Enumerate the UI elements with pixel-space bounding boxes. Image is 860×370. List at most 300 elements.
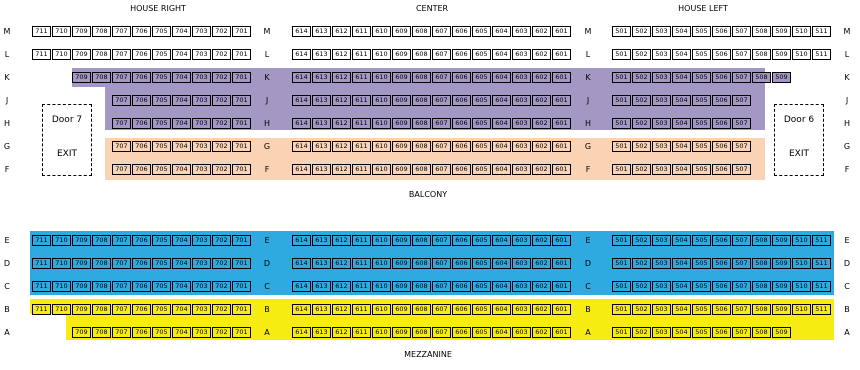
- seat-B-504[interactable]: 504: [672, 304, 691, 315]
- seat-H-610[interactable]: 610: [372, 118, 391, 129]
- seat-D-710[interactable]: 710: [52, 258, 71, 269]
- seat-M-612[interactable]: 612: [332, 26, 351, 37]
- seat-B-601[interactable]: 601: [552, 304, 571, 315]
- seat-E-701[interactable]: 701: [232, 235, 251, 246]
- seat-H-605[interactable]: 605: [472, 118, 491, 129]
- seat-M-501[interactable]: 501: [612, 26, 631, 37]
- seat-E-506[interactable]: 506: [712, 235, 731, 246]
- seat-K-501[interactable]: 501: [612, 72, 631, 83]
- seat-L-503[interactable]: 503: [652, 49, 671, 60]
- seat-L-505[interactable]: 505: [692, 49, 711, 60]
- seat-E-602[interactable]: 602: [532, 235, 551, 246]
- seat-A-705[interactable]: 705: [152, 327, 171, 338]
- seat-B-503[interactable]: 503: [652, 304, 671, 315]
- seat-G-605[interactable]: 605: [472, 141, 491, 152]
- seat-J-701[interactable]: 701: [232, 95, 251, 106]
- seat-F-607[interactable]: 607: [432, 164, 451, 175]
- seat-M-601[interactable]: 601: [552, 26, 571, 37]
- seat-C-703[interactable]: 703: [192, 281, 211, 292]
- seat-B-702[interactable]: 702: [212, 304, 231, 315]
- seat-J-505[interactable]: 505: [692, 95, 711, 106]
- seat-G-505[interactable]: 505: [692, 141, 711, 152]
- seat-G-613[interactable]: 613: [312, 141, 331, 152]
- seat-G-707[interactable]: 707: [112, 141, 131, 152]
- seat-E-504[interactable]: 504: [672, 235, 691, 246]
- seat-K-702[interactable]: 702: [212, 72, 231, 83]
- seat-K-504[interactable]: 504: [672, 72, 691, 83]
- seat-G-611[interactable]: 611: [352, 141, 371, 152]
- seat-L-606[interactable]: 606: [452, 49, 471, 60]
- seat-J-606[interactable]: 606: [452, 95, 471, 106]
- seat-B-710[interactable]: 710: [52, 304, 71, 315]
- seat-E-505[interactable]: 505: [692, 235, 711, 246]
- seat-J-504[interactable]: 504: [672, 95, 691, 106]
- seat-H-506[interactable]: 506: [712, 118, 731, 129]
- seat-L-508[interactable]: 508: [752, 49, 771, 60]
- seat-G-702[interactable]: 702: [212, 141, 231, 152]
- seat-F-501[interactable]: 501: [612, 164, 631, 175]
- seat-J-507[interactable]: 507: [732, 95, 751, 106]
- seat-M-613[interactable]: 613: [312, 26, 331, 37]
- seat-M-602[interactable]: 602: [532, 26, 551, 37]
- seat-M-607[interactable]: 607: [432, 26, 451, 37]
- seat-C-704[interactable]: 704: [172, 281, 191, 292]
- seat-H-507[interactable]: 507: [732, 118, 751, 129]
- seat-E-614[interactable]: 614: [292, 235, 311, 246]
- seat-D-707[interactable]: 707: [112, 258, 131, 269]
- seat-G-701[interactable]: 701: [232, 141, 251, 152]
- seat-K-503[interactable]: 503: [652, 72, 671, 83]
- seat-C-610[interactable]: 610: [372, 281, 391, 292]
- seat-G-704[interactable]: 704: [172, 141, 191, 152]
- seat-M-510[interactable]: 510: [792, 26, 811, 37]
- seat-A-603[interactable]: 603: [512, 327, 531, 338]
- seat-M-610[interactable]: 610: [372, 26, 391, 37]
- seat-A-602[interactable]: 602: [532, 327, 551, 338]
- seat-L-509[interactable]: 509: [772, 49, 791, 60]
- seat-F-504[interactable]: 504: [672, 164, 691, 175]
- seat-K-704[interactable]: 704: [172, 72, 191, 83]
- seat-B-501[interactable]: 501: [612, 304, 631, 315]
- seat-J-707[interactable]: 707: [112, 95, 131, 106]
- seat-E-605[interactable]: 605: [472, 235, 491, 246]
- seat-A-601[interactable]: 601: [552, 327, 571, 338]
- seat-K-605[interactable]: 605: [472, 72, 491, 83]
- seat-H-707[interactable]: 707: [112, 118, 131, 129]
- seat-F-602[interactable]: 602: [532, 164, 551, 175]
- seat-F-606[interactable]: 606: [452, 164, 471, 175]
- seat-C-608[interactable]: 608: [412, 281, 431, 292]
- seat-J-506[interactable]: 506: [712, 95, 731, 106]
- seat-A-507[interactable]: 507: [732, 327, 751, 338]
- seat-A-503[interactable]: 503: [652, 327, 671, 338]
- seat-K-611[interactable]: 611: [352, 72, 371, 83]
- seat-J-608[interactable]: 608: [412, 95, 431, 106]
- seat-M-614[interactable]: 614: [292, 26, 311, 37]
- seat-D-608[interactable]: 608: [412, 258, 431, 269]
- seat-J-502[interactable]: 502: [632, 95, 651, 106]
- seat-A-704[interactable]: 704: [172, 327, 191, 338]
- seat-A-502[interactable]: 502: [632, 327, 651, 338]
- seat-M-507[interactable]: 507: [732, 26, 751, 37]
- seat-D-610[interactable]: 610: [372, 258, 391, 269]
- seat-D-609[interactable]: 609: [392, 258, 411, 269]
- seat-L-613[interactable]: 613: [312, 49, 331, 60]
- seat-J-614[interactable]: 614: [292, 95, 311, 106]
- seat-G-609[interactable]: 609: [392, 141, 411, 152]
- seat-K-507[interactable]: 507: [732, 72, 751, 83]
- seat-F-603[interactable]: 603: [512, 164, 531, 175]
- seat-G-706[interactable]: 706: [132, 141, 151, 152]
- seat-B-606[interactable]: 606: [452, 304, 471, 315]
- seat-M-709[interactable]: 709: [72, 26, 91, 37]
- seat-C-607[interactable]: 607: [432, 281, 451, 292]
- seat-A-607[interactable]: 607: [432, 327, 451, 338]
- seat-M-705[interactable]: 705: [152, 26, 171, 37]
- seat-J-613[interactable]: 613: [312, 95, 331, 106]
- seat-L-605[interactable]: 605: [472, 49, 491, 60]
- seat-C-601[interactable]: 601: [552, 281, 571, 292]
- seat-A-509[interactable]: 509: [772, 327, 791, 338]
- seat-K-604[interactable]: 604: [492, 72, 511, 83]
- seat-L-602[interactable]: 602: [532, 49, 551, 60]
- seat-D-613[interactable]: 613: [312, 258, 331, 269]
- seat-D-703[interactable]: 703: [192, 258, 211, 269]
- seat-A-606[interactable]: 606: [452, 327, 471, 338]
- seat-M-702[interactable]: 702: [212, 26, 231, 37]
- seat-M-509[interactable]: 509: [772, 26, 791, 37]
- seat-A-612[interactable]: 612: [332, 327, 351, 338]
- seat-H-606[interactable]: 606: [452, 118, 471, 129]
- seat-C-708[interactable]: 708: [92, 281, 111, 292]
- seat-M-506[interactable]: 506: [712, 26, 731, 37]
- seat-E-609[interactable]: 609: [392, 235, 411, 246]
- seat-B-511[interactable]: 511: [812, 304, 831, 315]
- seat-L-603[interactable]: 603: [512, 49, 531, 60]
- seat-M-609[interactable]: 609: [392, 26, 411, 37]
- seat-E-603[interactable]: 603: [512, 235, 531, 246]
- seat-M-503[interactable]: 503: [652, 26, 671, 37]
- seat-E-702[interactable]: 702: [212, 235, 231, 246]
- seat-B-614[interactable]: 614: [292, 304, 311, 315]
- seat-J-501[interactable]: 501: [612, 95, 631, 106]
- seat-C-605[interactable]: 605: [472, 281, 491, 292]
- seat-D-711[interactable]: 711: [32, 258, 51, 269]
- seat-A-702[interactable]: 702: [212, 327, 231, 338]
- seat-C-709[interactable]: 709: [72, 281, 91, 292]
- seat-J-609[interactable]: 609: [392, 95, 411, 106]
- seat-M-603[interactable]: 603: [512, 26, 531, 37]
- seat-F-614[interactable]: 614: [292, 164, 311, 175]
- seat-G-604[interactable]: 604: [492, 141, 511, 152]
- seat-J-703[interactable]: 703: [192, 95, 211, 106]
- seat-L-710[interactable]: 710: [52, 49, 71, 60]
- seat-L-506[interactable]: 506: [712, 49, 731, 60]
- seat-C-606[interactable]: 606: [452, 281, 471, 292]
- seat-C-707[interactable]: 707: [112, 281, 131, 292]
- seat-M-511[interactable]: 511: [812, 26, 831, 37]
- seat-K-703[interactable]: 703: [192, 72, 211, 83]
- seat-B-602[interactable]: 602: [532, 304, 551, 315]
- seat-L-604[interactable]: 604: [492, 49, 511, 60]
- seat-D-701[interactable]: 701: [232, 258, 251, 269]
- seat-E-611[interactable]: 611: [352, 235, 371, 246]
- seat-E-510[interactable]: 510: [792, 235, 811, 246]
- seat-A-703[interactable]: 703: [192, 327, 211, 338]
- seat-B-708[interactable]: 708: [92, 304, 111, 315]
- seat-D-501[interactable]: 501: [612, 258, 631, 269]
- seat-F-703[interactable]: 703: [192, 164, 211, 175]
- seat-J-503[interactable]: 503: [652, 95, 671, 106]
- seat-B-509[interactable]: 509: [772, 304, 791, 315]
- seat-C-611[interactable]: 611: [352, 281, 371, 292]
- seat-L-504[interactable]: 504: [672, 49, 691, 60]
- seat-M-708[interactable]: 708: [92, 26, 111, 37]
- seat-K-505[interactable]: 505: [692, 72, 711, 83]
- seat-H-502[interactable]: 502: [632, 118, 651, 129]
- seat-A-706[interactable]: 706: [132, 327, 151, 338]
- seat-J-602[interactable]: 602: [532, 95, 551, 106]
- seat-F-706[interactable]: 706: [132, 164, 151, 175]
- seat-E-703[interactable]: 703: [192, 235, 211, 246]
- seat-B-508[interactable]: 508: [752, 304, 771, 315]
- seat-L-511[interactable]: 511: [812, 49, 831, 60]
- seat-B-604[interactable]: 604: [492, 304, 511, 315]
- seat-J-704[interactable]: 704: [172, 95, 191, 106]
- seat-G-610[interactable]: 610: [372, 141, 391, 152]
- seat-H-602[interactable]: 602: [532, 118, 551, 129]
- seat-F-605[interactable]: 605: [472, 164, 491, 175]
- seat-F-505[interactable]: 505: [692, 164, 711, 175]
- seat-J-612[interactable]: 612: [332, 95, 351, 106]
- seat-L-701[interactable]: 701: [232, 49, 251, 60]
- seat-K-707[interactable]: 707: [112, 72, 131, 83]
- seat-B-613[interactable]: 613: [312, 304, 331, 315]
- seat-C-508[interactable]: 508: [752, 281, 771, 292]
- seat-H-609[interactable]: 609: [392, 118, 411, 129]
- seat-D-507[interactable]: 507: [732, 258, 751, 269]
- seat-L-610[interactable]: 610: [372, 49, 391, 60]
- seat-J-706[interactable]: 706: [132, 95, 151, 106]
- seat-F-611[interactable]: 611: [352, 164, 371, 175]
- seat-H-505[interactable]: 505: [692, 118, 711, 129]
- seat-F-609[interactable]: 609: [392, 164, 411, 175]
- seat-K-502[interactable]: 502: [632, 72, 651, 83]
- seat-E-608[interactable]: 608: [412, 235, 431, 246]
- seat-K-705[interactable]: 705: [152, 72, 171, 83]
- seat-G-601[interactable]: 601: [552, 141, 571, 152]
- seat-H-608[interactable]: 608: [412, 118, 431, 129]
- seat-L-711[interactable]: 711: [32, 49, 51, 60]
- seat-H-702[interactable]: 702: [212, 118, 231, 129]
- seat-K-612[interactable]: 612: [332, 72, 351, 83]
- seat-K-603[interactable]: 603: [512, 72, 531, 83]
- seat-E-604[interactable]: 604: [492, 235, 511, 246]
- seat-C-506[interactable]: 506: [712, 281, 731, 292]
- seat-G-607[interactable]: 607: [432, 141, 451, 152]
- seat-F-608[interactable]: 608: [412, 164, 431, 175]
- seat-H-704[interactable]: 704: [172, 118, 191, 129]
- seat-L-507[interactable]: 507: [732, 49, 751, 60]
- seat-A-504[interactable]: 504: [672, 327, 691, 338]
- seat-D-506[interactable]: 506: [712, 258, 731, 269]
- seat-F-612[interactable]: 612: [332, 164, 351, 175]
- seat-B-507[interactable]: 507: [732, 304, 751, 315]
- seat-L-705[interactable]: 705: [152, 49, 171, 60]
- seat-F-506[interactable]: 506: [712, 164, 731, 175]
- seat-A-605[interactable]: 605: [472, 327, 491, 338]
- seat-D-611[interactable]: 611: [352, 258, 371, 269]
- seat-H-706[interactable]: 706: [132, 118, 151, 129]
- seat-L-709[interactable]: 709: [72, 49, 91, 60]
- seat-D-704[interactable]: 704: [172, 258, 191, 269]
- seat-G-502[interactable]: 502: [632, 141, 651, 152]
- seat-H-501[interactable]: 501: [612, 118, 631, 129]
- seat-J-603[interactable]: 603: [512, 95, 531, 106]
- seat-L-607[interactable]: 607: [432, 49, 451, 60]
- seat-E-613[interactable]: 613: [312, 235, 331, 246]
- seat-L-502[interactable]: 502: [632, 49, 651, 60]
- seat-L-702[interactable]: 702: [212, 49, 231, 60]
- seat-E-507[interactable]: 507: [732, 235, 751, 246]
- seat-C-705[interactable]: 705: [152, 281, 171, 292]
- seat-A-508[interactable]: 508: [752, 327, 771, 338]
- seat-L-704[interactable]: 704: [172, 49, 191, 60]
- seat-C-504[interactable]: 504: [672, 281, 691, 292]
- seat-F-601[interactable]: 601: [552, 164, 571, 175]
- seat-D-614[interactable]: 614: [292, 258, 311, 269]
- seat-A-505[interactable]: 505: [692, 327, 711, 338]
- seat-G-504[interactable]: 504: [672, 141, 691, 152]
- seat-A-707[interactable]: 707: [112, 327, 131, 338]
- seat-J-611[interactable]: 611: [352, 95, 371, 106]
- seat-E-503[interactable]: 503: [652, 235, 671, 246]
- seat-K-601[interactable]: 601: [552, 72, 571, 83]
- seat-E-509[interactable]: 509: [772, 235, 791, 246]
- seat-L-614[interactable]: 614: [292, 49, 311, 60]
- seat-B-711[interactable]: 711: [32, 304, 51, 315]
- seat-H-705[interactable]: 705: [152, 118, 171, 129]
- seat-K-614[interactable]: 614: [292, 72, 311, 83]
- seat-D-504[interactable]: 504: [672, 258, 691, 269]
- seat-A-608[interactable]: 608: [412, 327, 431, 338]
- seat-E-610[interactable]: 610: [372, 235, 391, 246]
- seat-E-708[interactable]: 708: [92, 235, 111, 246]
- seat-G-703[interactable]: 703: [192, 141, 211, 152]
- seat-E-705[interactable]: 705: [152, 235, 171, 246]
- seat-H-613[interactable]: 613: [312, 118, 331, 129]
- seat-K-602[interactable]: 602: [532, 72, 551, 83]
- seat-C-706[interactable]: 706: [132, 281, 151, 292]
- seat-K-508[interactable]: 508: [752, 72, 771, 83]
- seat-D-503[interactable]: 503: [652, 258, 671, 269]
- seat-B-612[interactable]: 612: [332, 304, 351, 315]
- seat-G-506[interactable]: 506: [712, 141, 731, 152]
- seat-G-606[interactable]: 606: [452, 141, 471, 152]
- seat-M-703[interactable]: 703: [192, 26, 211, 37]
- seat-K-609[interactable]: 609: [392, 72, 411, 83]
- seat-E-707[interactable]: 707: [112, 235, 131, 246]
- seat-J-610[interactable]: 610: [372, 95, 391, 106]
- seat-L-510[interactable]: 510: [792, 49, 811, 60]
- seat-B-608[interactable]: 608: [412, 304, 431, 315]
- seat-M-508[interactable]: 508: [752, 26, 771, 37]
- seat-D-709[interactable]: 709: [72, 258, 91, 269]
- seat-K-506[interactable]: 506: [712, 72, 731, 83]
- seat-C-701[interactable]: 701: [232, 281, 251, 292]
- seat-D-705[interactable]: 705: [152, 258, 171, 269]
- seat-K-610[interactable]: 610: [372, 72, 391, 83]
- seat-M-710[interactable]: 710: [52, 26, 71, 37]
- seat-F-702[interactable]: 702: [212, 164, 231, 175]
- seat-B-510[interactable]: 510: [792, 304, 811, 315]
- seat-D-605[interactable]: 605: [472, 258, 491, 269]
- seat-M-611[interactable]: 611: [352, 26, 371, 37]
- seat-M-704[interactable]: 704: [172, 26, 191, 37]
- seat-A-604[interactable]: 604: [492, 327, 511, 338]
- seat-H-614[interactable]: 614: [292, 118, 311, 129]
- seat-H-503[interactable]: 503: [652, 118, 671, 129]
- seat-C-710[interactable]: 710: [52, 281, 71, 292]
- seat-M-608[interactable]: 608: [412, 26, 431, 37]
- seat-G-705[interactable]: 705: [152, 141, 171, 152]
- seat-D-603[interactable]: 603: [512, 258, 531, 269]
- seat-M-606[interactable]: 606: [452, 26, 471, 37]
- seat-H-612[interactable]: 612: [332, 118, 351, 129]
- seat-M-706[interactable]: 706: [132, 26, 151, 37]
- seat-C-609[interactable]: 609: [392, 281, 411, 292]
- seat-E-501[interactable]: 501: [612, 235, 631, 246]
- seat-M-605[interactable]: 605: [472, 26, 491, 37]
- seat-L-706[interactable]: 706: [132, 49, 151, 60]
- seat-C-612[interactable]: 612: [332, 281, 351, 292]
- seat-K-607[interactable]: 607: [432, 72, 451, 83]
- seat-M-504[interactable]: 504: [672, 26, 691, 37]
- seat-B-703[interactable]: 703: [192, 304, 211, 315]
- seat-B-701[interactable]: 701: [232, 304, 251, 315]
- seat-D-511[interactable]: 511: [812, 258, 831, 269]
- seat-L-601[interactable]: 601: [552, 49, 571, 60]
- seat-C-603[interactable]: 603: [512, 281, 531, 292]
- seat-B-603[interactable]: 603: [512, 304, 531, 315]
- seat-C-503[interactable]: 503: [652, 281, 671, 292]
- seat-M-502[interactable]: 502: [632, 26, 651, 37]
- seat-L-703[interactable]: 703: [192, 49, 211, 60]
- seat-E-709[interactable]: 709: [72, 235, 91, 246]
- seat-C-502[interactable]: 502: [632, 281, 651, 292]
- seat-H-603[interactable]: 603: [512, 118, 531, 129]
- seat-M-711[interactable]: 711: [32, 26, 51, 37]
- seat-C-613[interactable]: 613: [312, 281, 331, 292]
- seat-M-604[interactable]: 604: [492, 26, 511, 37]
- seat-G-503[interactable]: 503: [652, 141, 671, 152]
- seat-B-705[interactable]: 705: [152, 304, 171, 315]
- seat-K-606[interactable]: 606: [452, 72, 471, 83]
- seat-E-511[interactable]: 511: [812, 235, 831, 246]
- seat-F-610[interactable]: 610: [372, 164, 391, 175]
- seat-A-708[interactable]: 708: [92, 327, 111, 338]
- seat-B-502[interactable]: 502: [632, 304, 651, 315]
- seat-C-501[interactable]: 501: [612, 281, 631, 292]
- seat-D-607[interactable]: 607: [432, 258, 451, 269]
- seat-E-704[interactable]: 704: [172, 235, 191, 246]
- seat-C-604[interactable]: 604: [492, 281, 511, 292]
- seat-F-701[interactable]: 701: [232, 164, 251, 175]
- seat-C-614[interactable]: 614: [292, 281, 311, 292]
- seat-F-604[interactable]: 604: [492, 164, 511, 175]
- seat-H-604[interactable]: 604: [492, 118, 511, 129]
- seat-A-614[interactable]: 614: [292, 327, 311, 338]
